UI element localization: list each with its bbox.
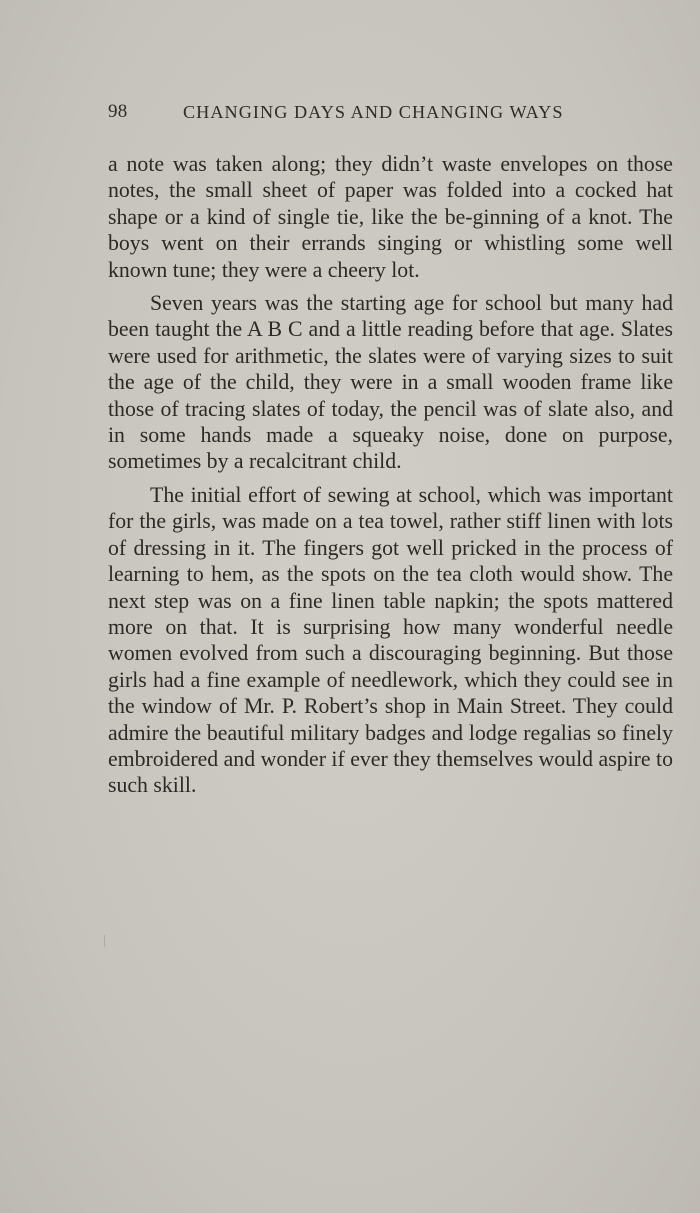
paragraph-2: Seven years was the starting age for school but many had been taught the A B C and a little reading before that age. Slates were used for arithmetic, the slates were of varying sizes to suit the age of the child, they were in a small wooden frame like those of tracing slates of today, the pencil was of slate also, and in some hands made a squeaky noise, done on purpose, sometimes by a recalcitrant child. xyxy=(108,291,673,474)
paragraph-1: a note was taken along; they didn’t waste envelopes on those notes, the small sheet of paper was folded into a cocked hat shape or a kind of single tie, like the be-ginning of a knot. The boys went on their errands singing or whistling some well known tune; they were a cheery lot. xyxy=(108,152,673,282)
running-head xyxy=(108,99,608,129)
paragraph-3: The initial effort of sewing at school, which was important for the girls, was made on a tea towel, rather stiff linen with lots of dressing in it. The fingers got well pricked in the process of learning to hem, as the spots on the tea cloth would show. The next step was on a fine linen table napkin; the spots mattered more on that. It is surprising how many wonderful needle women evolved from such a discouraging beginning. But those girls had a fine example of needlework, which they could see in the window of Mr. P. Robert’s shop in Main Street. They could admire the beautiful military badges and lodge regalias so finely embroidered and wonder if ever they themselves would aspire to such skill. xyxy=(108,482,673,798)
running-title: CHANGING DAYS AND CHANGING WAYS xyxy=(183,102,564,122)
body-text xyxy=(108,151,673,799)
paper-blemish xyxy=(104,935,105,947)
page-number: 98 xyxy=(108,101,128,122)
